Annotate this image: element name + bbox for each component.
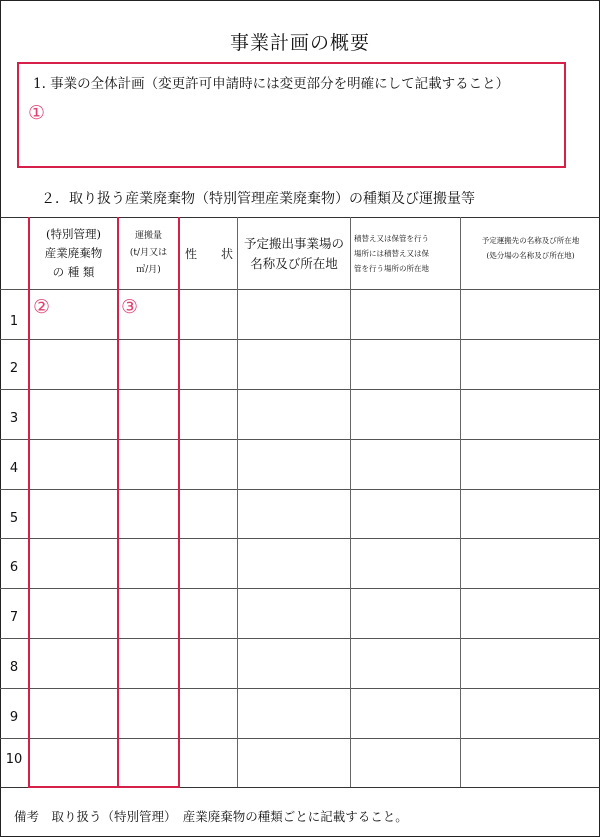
header-origin <box>238 218 350 289</box>
row-number: 7 <box>9 609 19 625</box>
header-text: 産業廃棄物 <box>44 246 103 260</box>
row-number: 2 <box>9 360 19 376</box>
row-number: 4 <box>9 460 19 476</box>
section2-label: ２．取り扱う産業廃棄物（特別管理産業廃棄物）の種類及び運搬量等 <box>41 191 475 207</box>
section1-label: 1. 事業の全体計画（変更許可申請時には変更部分を明確にして記載すること） <box>33 76 510 92</box>
header-destination <box>461 218 600 278</box>
marker-3: ③ <box>121 296 139 318</box>
header-property: 性 状 <box>184 247 233 261</box>
marker-1: ① <box>28 102 46 124</box>
page-title: 事業計画の概要 <box>229 32 370 54</box>
row-number: 6 <box>9 559 19 575</box>
header-storage <box>351 218 460 289</box>
header-text: (t/月又は <box>129 248 168 258</box>
header-waste-type <box>30 218 117 289</box>
header-text: 運搬量 <box>134 231 162 241</box>
section1-box[interactable] <box>17 62 566 168</box>
footer-note: 備考 取り扱う（特別管理） 産業廃棄物の種類ごとに記載すること。 <box>14 809 408 824</box>
row-number: 10 <box>5 751 23 767</box>
header-amount <box>119 218 178 289</box>
row-number: 5 <box>9 510 19 526</box>
header-text: (処分場の名称及び所在地) <box>486 251 575 260</box>
row-number: 9 <box>9 709 19 725</box>
header-text: 名称及び所在地 <box>250 255 338 271</box>
row-number: 3 <box>9 410 19 426</box>
header-text: 積替え又は保管を行う <box>354 234 429 243</box>
header-text: (特別管理) <box>46 227 101 241</box>
header-text: 管を行う場所の所在地 <box>354 264 429 273</box>
header-text: 予定運搬先の名称及び所在地 <box>481 236 580 245</box>
marker-2: ② <box>33 296 51 318</box>
row-number: 1 <box>9 314 19 329</box>
row-number: 8 <box>9 659 19 675</box>
header-text: の 種 類 <box>52 265 95 279</box>
header-text: ㎥/月) <box>136 265 161 275</box>
header-text: 場所には積替え又は保 <box>354 249 429 258</box>
header-text: 予定搬出事業場の <box>243 235 344 251</box>
